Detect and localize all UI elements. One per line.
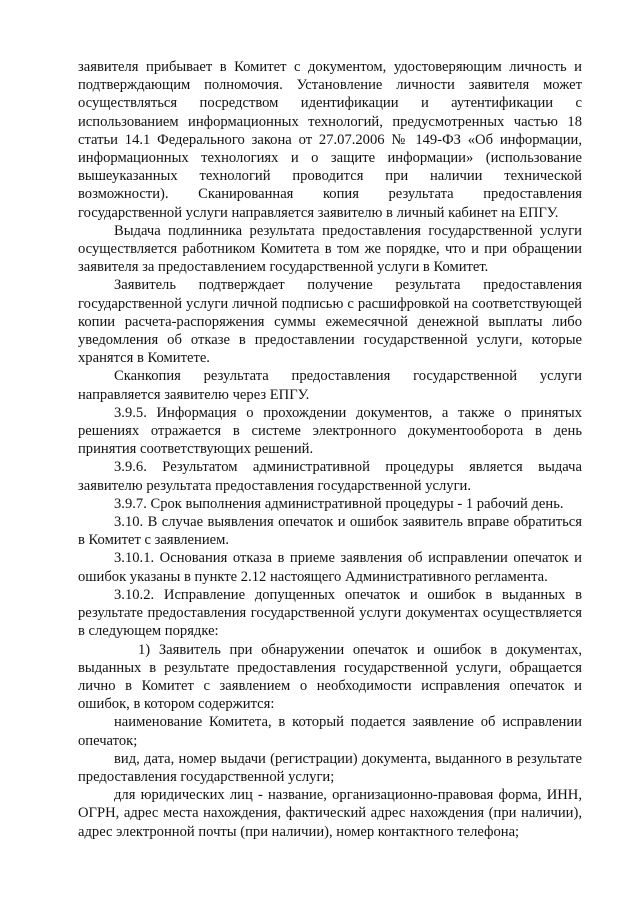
paragraph: вид, дата, номер выдачи (регистрации) документа, выданного в результате предоставления государственной услуги; [78, 750, 582, 785]
paragraph: наименование Комитета, в который подается заявление об исправлении опечаток; [78, 714, 582, 749]
document-body [78, 58, 582, 841]
paragraph: Выдача подлинника результата предоставления государственной услуги осуществляется работником Комитета в том же порядке, что и при обращении заявителя за предоставлением государственной услуги в Комитет. [78, 222, 582, 276]
paragraph: для юридических лиц - название, организационно-правовая форма, ИНН, ОГРН, адрес места нахождения, фактический адрес нахождения (при наличии), адрес электронной почты (при наличии), номер контактного телефона; [78, 787, 582, 840]
paragraph: 3.9.6. Результатом административной процедуры является выдача заявителю результата предоставления государственной услуги. [78, 459, 582, 494]
paragraph: заявителя прибывает в Комитет с документом, удостоверяющим личность и подтверждающим полномочия. Установление личности заявителя может осуществляться посредством идентификации и аутентификации с использованием информационных технологий, предусмотренных частью 18 статьи 14.1 Федерального закона от 27.07.2006 № 149-ФЗ «Об информации, информационных технологиях и о защите информации» (использование вышеуказанных технологий проводится при наличии технической возможности). Сканированная копия результата предоставления государственной услуги направляется заявителю в личный кабинет на ЕПГУ. [78, 59, 582, 221]
paragraph: 3.10.1. Основания отказа в приеме заявления об исправлении опечаток и ошибок указаны в пункте 2.12 настоящего Административного регламента. [78, 550, 582, 585]
paragraph: 3.10. В случае выявления опечаток и ошибок заявитель вправе обратиться в Комитет с заявлением. [78, 514, 582, 549]
paragraph: 3.9.7. Срок выполнения административной процедуры - 1 рабочий день. [114, 495, 564, 512]
paragraph: Сканкопия результата предоставления государственной услуги направляется заявителю через ЕПГУ. [78, 368, 582, 403]
paragraph: 3.9.5. Информация о прохождении документов, а также о принятых решениях отражается в системе электронного документооборота в день принятия соответствующих решений. [78, 404, 582, 458]
paragraph: 1) Заявитель при обнаружении опечаток и ошибок в документах, выданных в результате предоставления государственной услуги, обращается лично в Комитет с заявлением о необходимости исправления опечаток и ошибок, в котором содержится: [78, 641, 582, 713]
paragraph: 3.10.2. Исправление допущенных опечаток и ошибок в выданных в результате предоставления государственной услуги документах осуществляется в следующем порядке: [78, 586, 582, 640]
paragraph: Заявитель подтверждает получение результата предоставления государственной услуги личной подписью с расшифровкой на соответствующей копии расчета-распоряжения суммы ежемесячной денежной выплаты либо уведомления об отказе в предоставлении государственной услуги, которые хранятся в Комитете. [78, 277, 582, 367]
